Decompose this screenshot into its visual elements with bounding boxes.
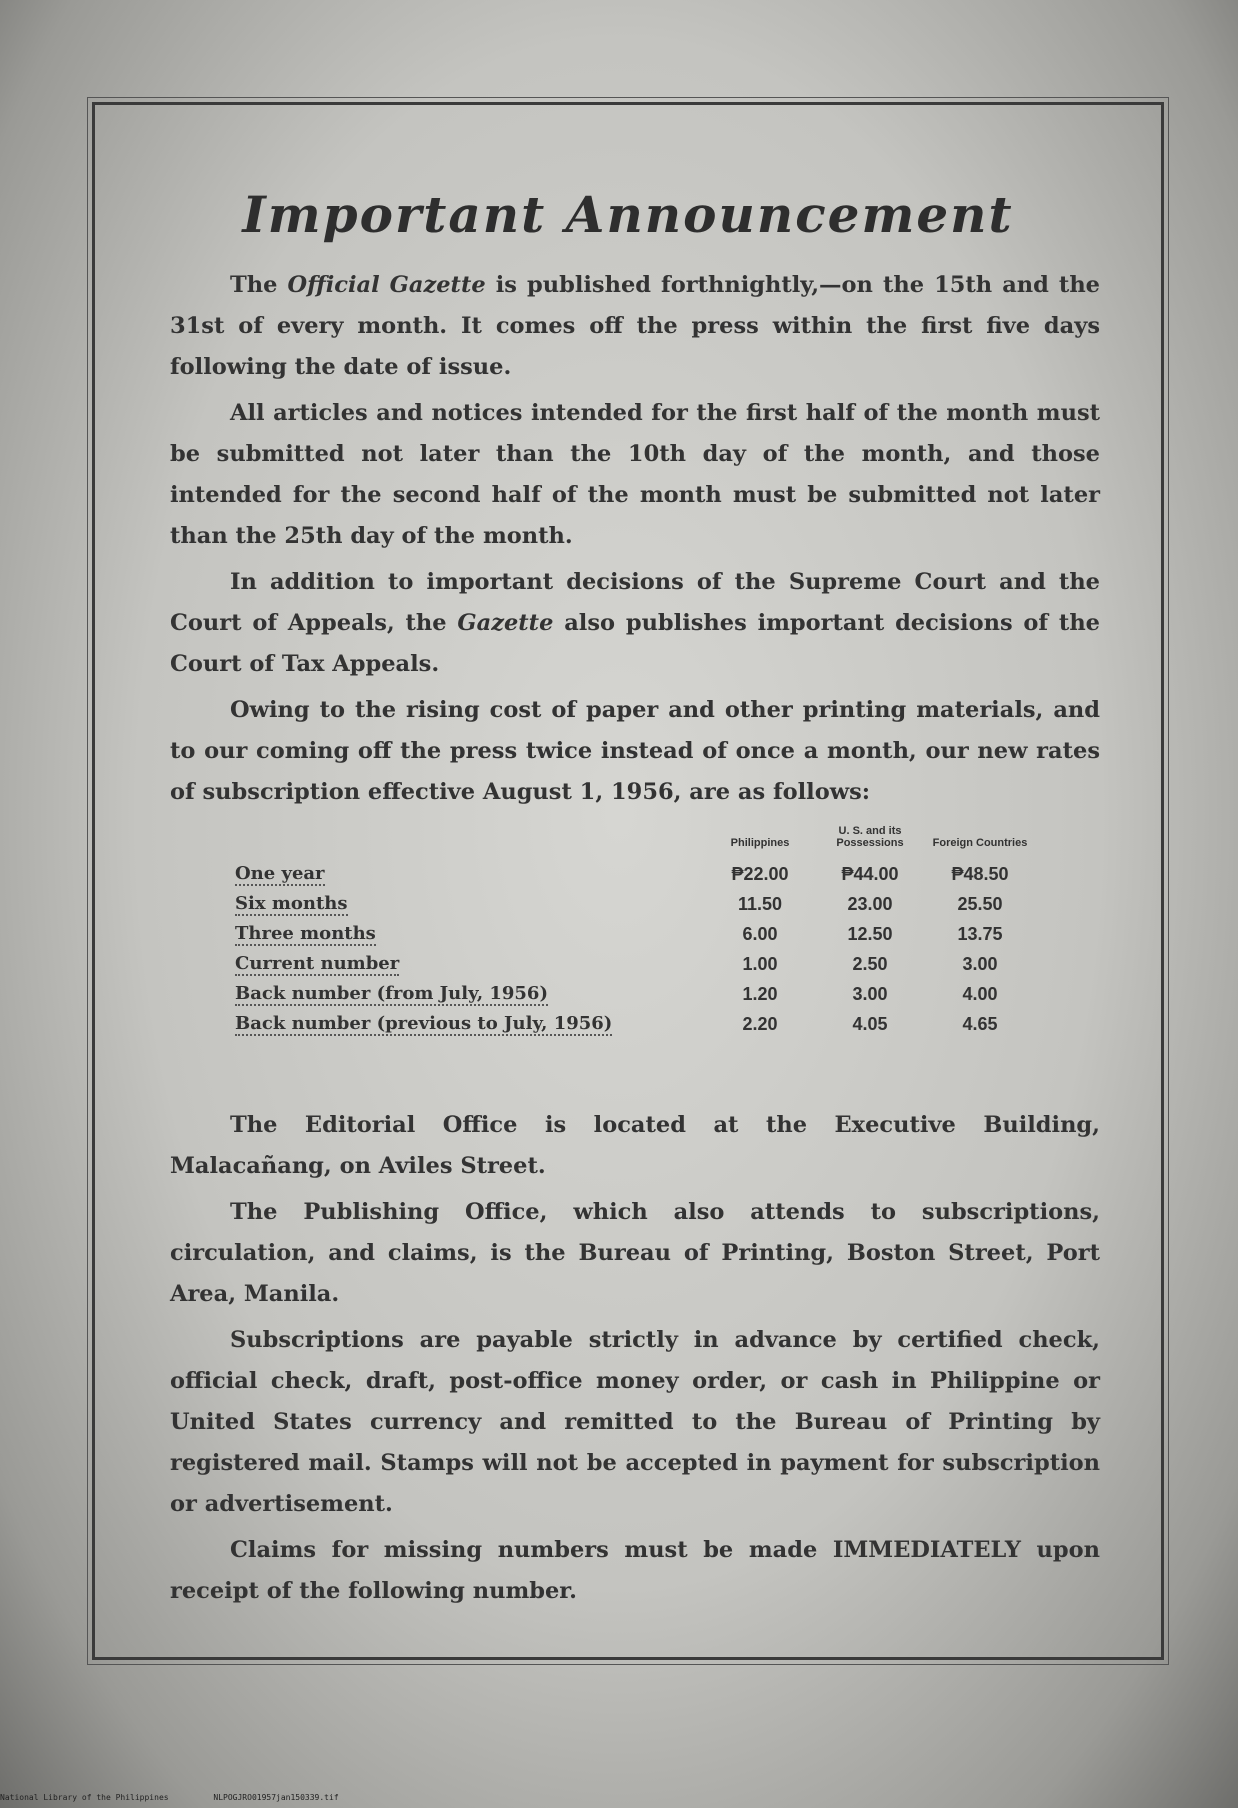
header-us: U. S. and its Possessions: [836, 825, 904, 849]
top-paragraphs: [170, 265, 1100, 818]
announcement-frame: [92, 102, 1164, 1660]
table-row: Back number (from July, 1956) 1.20 3.00 4.00: [235, 982, 998, 1004]
page-title: Important Announcement: [242, 185, 1014, 244]
paragraph-2: All articles and notices intended for the first half of the month must be submitted not later than the 10th day of the month, and those intended for the second half of the month must be submitted not later than the 25th day of the month.: [170, 400, 1100, 549]
file-name: NLPOGJRO01957jan150339.tif: [213, 1793, 339, 1802]
paragraph-8: Claims for missing numbers must be made IMMEDIATELY upon receipt of the following number.: [170, 1537, 1100, 1604]
bottom-paragraphs: [170, 1105, 1100, 1617]
subscription-rates-table: [235, 825, 1035, 1039]
paragraph-1: The Official Gazette is published forthnightly,—on the 15th and the 31st of every month. It comes off the press within the first five days following the date of issue.: [170, 272, 1100, 380]
paragraph-7: Subscriptions are payable strictly in advance by certified check, official check, draft, post-office money order, or cash in Philippine or United States currency and remitted to the Bureau of Printing by registered mail. Stamps will not be accepted in payment for subscription or advertisement.: [170, 1327, 1100, 1517]
rates-header-row: [235, 825, 1035, 859]
table-row: Back number (previous to July, 1956) 2.20 4.05 4.65: [235, 1012, 998, 1034]
table-row: One year ₱22.00 ₱44.00 ₱48.50: [235, 862, 1009, 884]
header-philippines: Philippines: [730, 837, 790, 849]
library-credit: National Library of the Philippines: [0, 1793, 169, 1802]
table-row: Three months 6.00 12.50 13.75: [235, 922, 1003, 944]
paragraph-3: In addition to important decisions of the Supreme Court and the Court of Appeals, the Gazette also publishes important decisions of the Court of Tax Appeals.: [170, 569, 1100, 677]
paragraph-6: The Publishing Office, which also attends to subscriptions, circulation, and claims, is the Bureau of Printing, Boston Street, Port Area, Manila.: [170, 1199, 1100, 1307]
table-row: Current number 1.00 2.50 3.00: [235, 952, 998, 974]
paragraph-4: Owing to the rising cost of paper and other printing materials, and to our coming off the press twice instead of once a month, our new rates of subscription effective August 1, 1956, are as follows:: [170, 697, 1100, 805]
paragraph-5: The Editorial Office is located at the Executive Building, Malacañang, on Aviles Street.: [170, 1112, 1100, 1179]
scan-footer: [0, 1793, 379, 1802]
table-row: Six months 11.50 23.00 25.50: [235, 892, 1003, 914]
header-foreign: Foreign Countries: [932, 837, 1028, 849]
